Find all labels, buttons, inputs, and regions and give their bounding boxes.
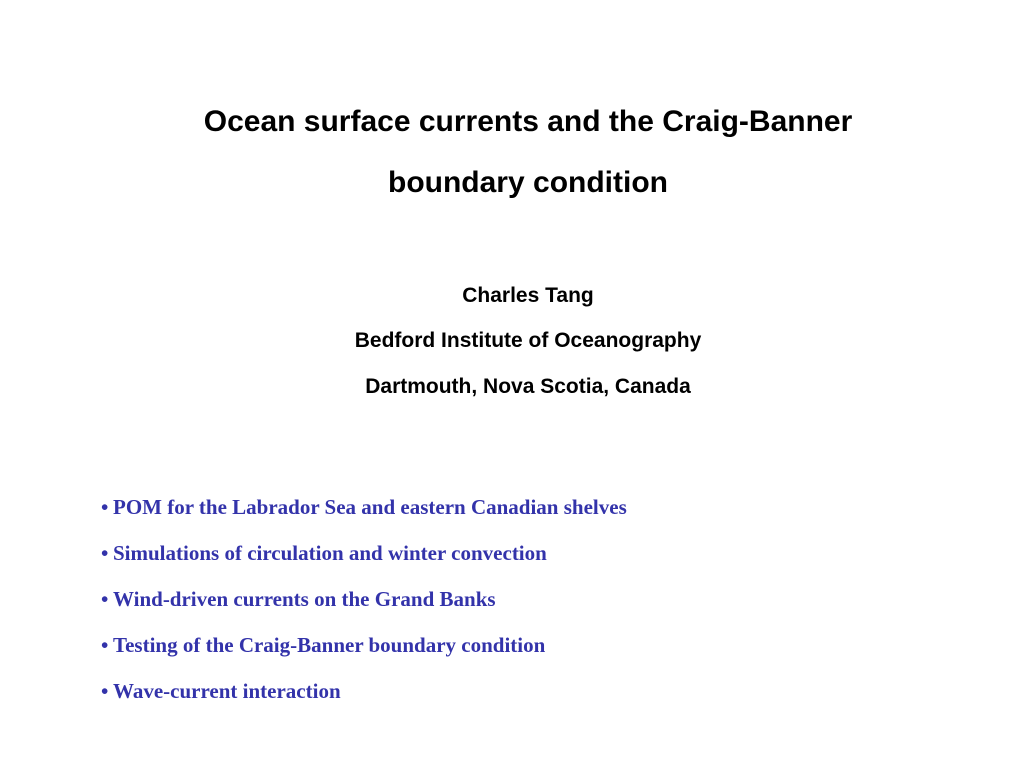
author-location: Dartmouth, Nova Scotia, Canada xyxy=(365,375,691,398)
bullet-dot-icon: • xyxy=(101,495,109,519)
bullet-item xyxy=(101,494,627,540)
bullet-item xyxy=(101,540,627,586)
bullet-list xyxy=(101,494,627,724)
bullet-dot-icon: • xyxy=(101,679,109,703)
bullet-text: Wave-current interaction xyxy=(113,679,341,703)
slide-title-line-1: Ocean surface currents and the Craig-Banner xyxy=(203,105,853,138)
author-institute: Bedford Institute of Oceanography xyxy=(354,329,702,352)
bullet-text: Simulations of circulation and winter convection xyxy=(113,541,547,565)
bullet-item xyxy=(101,678,627,724)
bullet-text: POM for the Labrador Sea and eastern Canadian shelves xyxy=(113,495,627,519)
bullet-text: Wind-driven currents on the Grand Banks xyxy=(113,587,496,611)
author-name: Charles Tang xyxy=(462,284,594,307)
bullet-text: Testing of the Craig-Banner boundary condition xyxy=(113,633,546,657)
bullet-item xyxy=(101,586,627,632)
bullet-dot-icon: • xyxy=(101,587,109,611)
bullet-dot-icon: • xyxy=(101,633,109,657)
bullet-dot-icon: • xyxy=(101,541,109,565)
slide-title-line-2: boundary condition xyxy=(388,166,668,199)
bullet-item xyxy=(101,632,627,678)
